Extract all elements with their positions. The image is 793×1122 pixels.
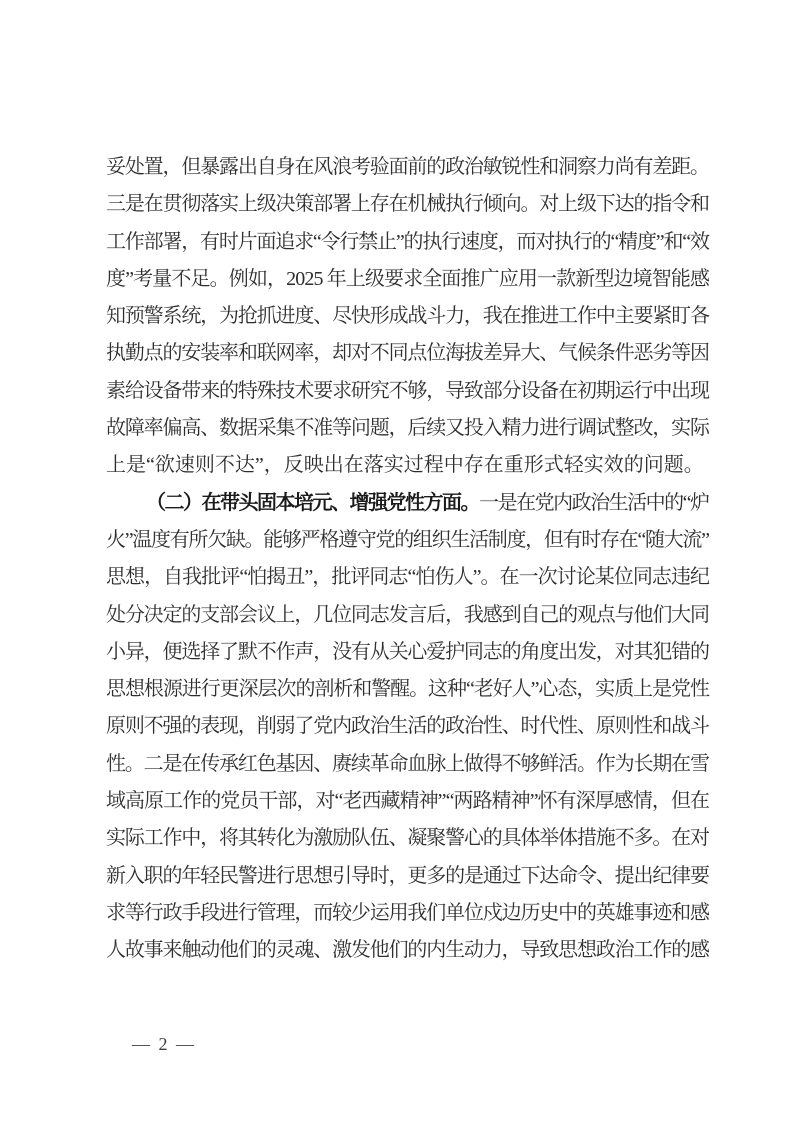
section-heading: （二）在带头固本培元、增强党性方面。 xyxy=(146,491,480,514)
text-line: 思想，自我批评“怕揭丑”，批评同志“怕伤人”。在一次讨论某位同志违纪 xyxy=(106,566,710,589)
text-line: 工作部署，有时片面追求“令行禁止”的执行速度，而对执行的“精度”和“效 xyxy=(106,230,709,253)
text-line: 人故事来触动他们的灵魂、激发他们的内生动力，导致思想政治工作的感 xyxy=(106,939,709,962)
text-line: 实际工作中，将其转化为激励队伍、凝聚警心的具体举体措施不多。在对 xyxy=(106,827,709,850)
text-line: 三是在贯彻落实上级决策部署上存在机械执行倾向。对上级下达的指令和 xyxy=(106,193,709,216)
page-footer xyxy=(132,1031,196,1057)
text-line-paragraph-end: 上是“欲速则不达”，反映出在落实过程中存在重形式轻实效的问题。 xyxy=(106,454,704,477)
text-line: 素给设备带来的特殊技术要求研究不够，导致部分设备在初期运行中出现 xyxy=(106,379,709,402)
text-line: 思想根源进行更深层次的剖析和警醒。这种“老好人”心态，实质上是党性 xyxy=(106,678,709,701)
text-line: 求等行政手段进行管理，而较少运用我们单位戍边历史中的英雄事迹和感 xyxy=(106,901,709,924)
text-line: 新入职的年轻民警进行思想引导时，更多的是通过下达命令、提出纪律要 xyxy=(106,864,709,887)
text-line: 性。二是在传承红色基因、赓续革命血脉上做得不够鲜活。作为长期在雪 xyxy=(106,752,709,775)
text-line: 小异，便选择了默不作声，没有从关心爱护同志的角度出发，对其犯错的 xyxy=(106,640,709,663)
page-number: — 2 — xyxy=(132,1034,196,1054)
text-line: 处分决定的支部会议上，几位同志发言后，我感到自己的观点与他们大同 xyxy=(106,603,709,626)
text-line: 原则不强的表现，削弱了党内政治生活的政治性、时代性、原则性和战斗 xyxy=(106,715,709,738)
text-line: 执勤点的安装率和联网率，却对不同点位海拔差异大、气候条件恶劣等因 xyxy=(106,342,709,365)
text-line: 度”考量不足。例如，2025 年上级要求全面推广应用一款新型边境智能感 xyxy=(106,267,710,290)
text-line: 妥处置，但暴露出自身在风浪考验面前的政治敏锐性和洞察力尚有差距。 xyxy=(106,156,709,178)
text-line: 火”温度有所欠缺。能够严格遵守党的组织生活制度，但有时存在“随大流” xyxy=(106,528,709,551)
section-lead-text: 一是在党内政治生活中的“炉 xyxy=(479,491,709,514)
text-line: 域高原工作的党员干部，对“老西藏精神”“两路精神”怀有深厚感情，但在 xyxy=(106,790,710,813)
text-line-section-start xyxy=(106,485,710,522)
document-body xyxy=(106,149,710,970)
text-line: 故障率偏高、数据采集不准等问题，后续又投入精力进行调试整改，实际 xyxy=(106,417,709,440)
text-line: 知预警系统，为抢抓进度、尽快形成战斗力，我在推进工作中主要紧盯各 xyxy=(106,305,709,328)
